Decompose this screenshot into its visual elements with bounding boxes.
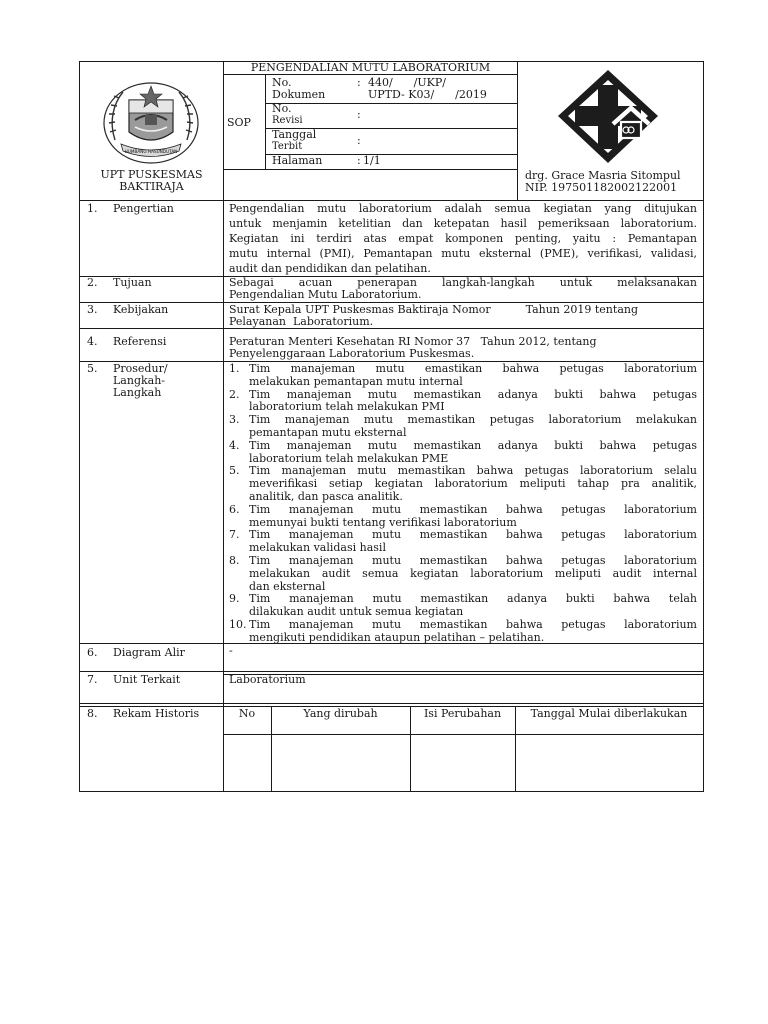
header-bottom-line (79, 200, 704, 201)
field-label: Revisi (272, 115, 303, 126)
step-number: 5. (229, 464, 240, 478)
signatory-name: drg. Grace Masria Sitompul (525, 169, 681, 182)
step-text: Tim manajeman mutu memastikan petugas laboratorium melakukan (249, 413, 697, 427)
section-title-procedure: Langkah (113, 386, 162, 399)
step-text: pemantapan mutu eksternal (249, 426, 407, 439)
step-text: memunyai bukti tentang verifikasi laboratorium (249, 515, 517, 529)
field-row-line (265, 103, 518, 104)
emblem-motto-text: HUMBANG HASUNDUTAN (124, 149, 178, 154)
step-text: melakukan audit semua kegiatan laboratorium meliputi audit internal (249, 566, 697, 580)
step-number: 6. (229, 502, 240, 516)
reference-text: Penyelenggaraan Laboratorium Puskesmas. (229, 347, 475, 360)
related-unit-value: Laboratorium (229, 673, 306, 686)
field-colon: : (357, 154, 361, 167)
step-text: dilakukan audit untuk semua kegiatan (249, 605, 464, 619)
step-text: analitik, dan pasca analitik. (249, 490, 403, 503)
step-text: Tim manajeman mutu memastikan bahwa petugas laboratorium (249, 618, 697, 631)
history-header-date: Tanggal Mulai diberlakukan (530, 707, 688, 720)
document-number-value: UPTD- K03/ /2019 (368, 88, 487, 101)
sop-label: SOP (227, 116, 251, 129)
field-label: Terbit (272, 141, 303, 152)
org-name-line1: UPT PUSKESMAS (100, 168, 203, 181)
step-number: 7. (229, 528, 240, 542)
page-title: PENGENDALIAN MUTU LABORATORIUM (250, 61, 491, 74)
section-title-procedure: Prosedur/ (113, 362, 168, 375)
document-number-value: 440/ /UKP/ (368, 76, 446, 89)
section-divider (79, 328, 704, 329)
step-text: mengikuti pendidikan ataupun pelatihan – pelatihan. (249, 630, 545, 644)
border-right (703, 61, 704, 792)
section-number: 5. (87, 362, 98, 375)
field-label: Dokumen (272, 88, 326, 101)
section-number: 2. (87, 276, 98, 289)
field-label: No. (272, 76, 292, 89)
section-divider (79, 671, 704, 672)
sop-document (79, 61, 704, 792)
policy-text: Surat Kepala UPT Puskesmas Baktiraja Nomor Tahun 2019 tentang (229, 303, 638, 316)
section-divider (79, 703, 704, 704)
step-text: Tim manajeman mutu emastikan bahwa petugas laboratorium (249, 362, 697, 375)
regency-emblem-icon (95, 74, 208, 169)
puskesmas-cross-logo-icon (555, 67, 661, 166)
section-title-related-unit: Unit Terkait (113, 673, 181, 686)
section-number: 1. (87, 202, 98, 215)
step-number: 1. (229, 362, 240, 375)
step-text: Tim manajeman mutu memastikan bahwa petugas laboratorium selalu (249, 464, 697, 478)
step-text: Tim manajeman mutu memastikan bahwa petugas laboratorium (249, 502, 697, 516)
step-text: meverifikasi setiap kegiatan laboratorium meliputi tahap pra analitik, (249, 477, 697, 491)
step-number: 9. (229, 592, 240, 606)
history-header-no: No (238, 707, 256, 720)
definition-text: mutu internal (PMI), Pemantapan mutu eksternal (PME), verifikasi, validasi, (229, 247, 697, 260)
header-divider-right (517, 61, 518, 200)
field-colon: : (357, 134, 361, 147)
section-title-definition: Pengertian (113, 202, 174, 215)
flowchart-value: - (229, 644, 233, 657)
section-title-reference: Referensi (113, 335, 167, 348)
step-text: laboratorium telah melakukan PME (249, 451, 449, 465)
step-text: laboratorium telah melakukan PMI (249, 400, 445, 414)
section-number: 8. (87, 707, 98, 720)
step-number: 3. (229, 413, 240, 427)
reference-text: Peraturan Menteri Kesehatan RI Nomor 37 Tahun 2012, tentang (229, 335, 597, 348)
step-text: Tim manajeman mutu memastikan adanya bukti bahwa petugas (249, 387, 697, 401)
sop-divider (265, 74, 266, 170)
step-text: melakukan pemantapan mutu internal (249, 374, 463, 388)
step-number: 4. (229, 438, 240, 452)
definition-text: untuk menjamin ketelitian dan ketepatan hasil pemeriksaan laboratorium. (229, 217, 697, 230)
field-label: Tanggal (272, 128, 317, 141)
section-number: 6. (87, 646, 98, 659)
purpose-text: Sebagai acuan penerapan langkah-langkah untuk melaksanakan (229, 276, 697, 289)
purpose-text: Pengendalian Mutu Laboratorium. (229, 288, 422, 301)
step-text: Tim manajeman mutu memastikan bahwa petugas laboratorium (249, 554, 697, 567)
step-text: dan eksternal (249, 579, 326, 593)
section-title-flowchart: Diagram Alir (113, 646, 185, 659)
section-number: 4. (87, 335, 98, 348)
field-colon: : (357, 108, 361, 121)
step-number: 10. (229, 618, 247, 631)
field-colon: : (357, 76, 361, 89)
section-title-history: Rekam Historis (113, 707, 200, 720)
step-text: Tim manajeman mutu memastikan bahwa petugas laboratorium (249, 528, 697, 542)
history-header-content: Isi Perubahan (423, 707, 502, 720)
policy-text: Pelayanan Laboratorium. (229, 315, 374, 328)
border-bottom (79, 791, 704, 792)
field-row-line (223, 169, 518, 170)
org-name-line2: BAKTIRAJA (119, 180, 184, 193)
section-title-policy: Kebijakan (113, 303, 169, 316)
section-title-purpose: Tujuan (113, 276, 152, 289)
step-text: Tim manajeman mutu memastikan adanya bukti bahwa petugas (249, 438, 697, 452)
definition-text: audit dan pendidikan dan pelatihan. (229, 262, 431, 275)
step-text: Tim manajeman mutu memastikan adanya bukti bahwa telah (249, 592, 697, 606)
field-label: No. (272, 102, 292, 115)
step-number: 2. (229, 387, 240, 401)
step-number: 8. (229, 554, 240, 567)
definition-text: Kegiatan ini terdiri atas empat komponen penting, yaitu : Pemantapan (229, 232, 697, 245)
step-text: melakukan validasi hasil (249, 541, 386, 555)
history-header-changed: Yang dirubah (303, 707, 378, 720)
signatory-nip: NIP. 197501182002122001 (525, 181, 678, 194)
page-count-value: 1/1 (363, 154, 381, 167)
section-number: 3. (87, 303, 98, 316)
definition-text: Pengendalian mutu laboratorium adalah semua kegiatan yang ditujukan (229, 202, 697, 215)
history-empty-row (223, 735, 703, 791)
section-number: 7. (87, 673, 98, 686)
section-title-procedure: Langkah- (113, 374, 166, 387)
field-label: Halaman (272, 154, 323, 167)
